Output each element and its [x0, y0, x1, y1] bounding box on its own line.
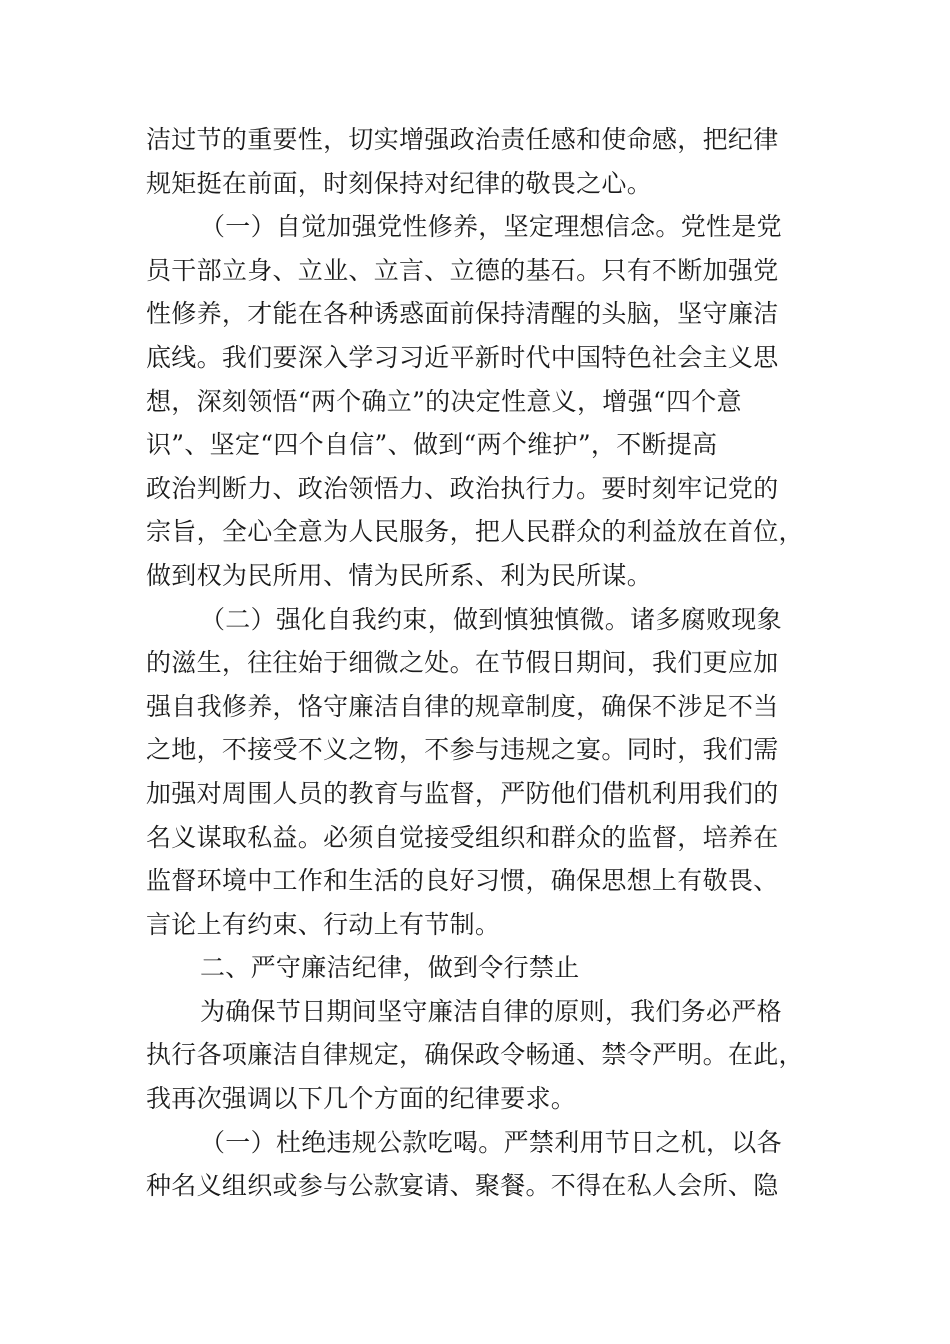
- text-line-9: 政治判断力、政治领悟力、政治执行力。要时刻牢记党的: [146, 473, 779, 503]
- text-line-18: 监督环境中工作和生活的良好习惯，确保思想上有敬畏、: [146, 866, 779, 896]
- text-line-21: 为确保节日期间坚守廉洁自律的原则，我们务必严格: [200, 996, 782, 1026]
- text-line-14: 强自我修养，恪守廉洁自律的规章制度，确保不涉足不当: [146, 691, 779, 721]
- text-line-15: 之地，不接受不义之物，不参与违规之宴。同时，我们需: [146, 735, 779, 765]
- document-body: [146, 118, 806, 1208]
- text-line-12: （二）强化自我约束，做到慎独慎微。诸多腐败现象: [200, 604, 782, 634]
- text-line-17: 名义谋取私益。必须自觉接受组织和群众的监督，培养在: [146, 822, 779, 852]
- text-line-7: 想，深刻领悟“两个确立”的决定性意义，增强“四个意: [146, 386, 742, 416]
- text-line-2: 规矩挺在前面，时刻保持对纪律的敬畏之心。: [146, 168, 653, 198]
- text-line-5: 性修养，才能在各种诱惑面前保持清醒的头脑，坚守廉洁: [146, 299, 779, 329]
- text-line-22: 执行各项廉洁自律规定，确保政令畅通、禁令严明。在此，: [146, 1040, 804, 1070]
- text-line-24: （一）杜绝违规公款吃喝。严禁利用节日之机，以各: [200, 1127, 782, 1157]
- text-line-10: 宗旨，全心全意为人民服务，把人民群众的利益放在首位，: [146, 517, 804, 547]
- text-line-8: 识”、坚定“四个自信”、做到“两个维护”，不断提高: [146, 430, 718, 460]
- text-line-23: 我再次强调以下几个方面的纪律要求。: [146, 1084, 577, 1114]
- text-line-19: 言论上有约束、行动上有节制。: [146, 909, 501, 939]
- text-line-11: 做到权为民所用、情为民所系、利为民所谋。: [146, 560, 653, 590]
- section-heading: 二、严守廉洁纪律，做到令行禁止: [200, 953, 580, 983]
- text-line-13: 的滋生，往往始于细微之处。在节假日期间，我们更应加: [146, 648, 779, 678]
- text-line-3: （一）自觉加强党性修养，坚定理想信念。党性是党: [200, 212, 782, 242]
- text-line-25: 种名义组织或参与公款宴请、聚餐。不得在私人会所、隐: [146, 1171, 779, 1201]
- text-line-16: 加强对周围人员的教育与监督，严防他们借机利用我们的: [146, 778, 779, 808]
- text-line-1: 洁过节的重要性，切实增强政治责任感和使命感，把纪律: [146, 125, 779, 154]
- text-line-6: 底线。我们要深入学习习近平新时代中国特色社会主义思: [146, 342, 779, 372]
- text-line-4: 员干部立身、立业、立言、立德的基石。只有不断加强党: [146, 255, 779, 285]
